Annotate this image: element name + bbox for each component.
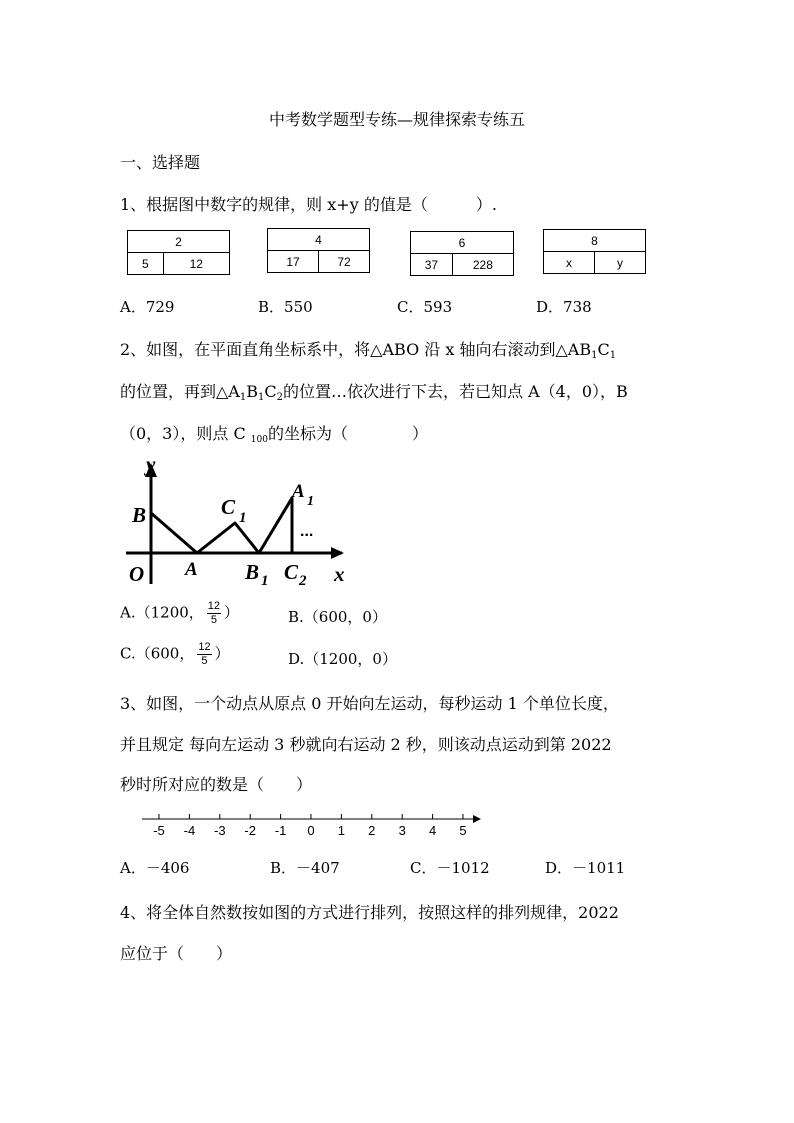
fig-label-c1-sub: 1: [239, 510, 247, 526]
q1-option-b: B．550: [258, 298, 313, 316]
q1-box-2-top: 4: [268, 229, 370, 251]
q1-box-2: [267, 228, 370, 273]
q2-option-a-numerator: 12: [207, 600, 221, 612]
q1-box-4-top: 8: [544, 230, 646, 252]
q2-line2-c: C: [264, 382, 277, 401]
number-line-tick-label: 4: [428, 823, 437, 838]
fig-label-a: A: [185, 559, 198, 580]
q1-box-4-left: x: [544, 252, 595, 274]
q2-option-a-post: ）: [224, 603, 240, 622]
fig-label-b1: B: [245, 560, 260, 584]
q2-option-c-post: ）: [214, 644, 230, 663]
q2-line2-sub1: 1: [239, 392, 247, 403]
fig-label-a1-sub: 1: [307, 494, 314, 509]
number-line-tick-label: 0: [307, 823, 315, 838]
q3-number-line: [140, 808, 485, 840]
q2-option-c-pre: C.（600，: [120, 644, 195, 663]
page-title: 中考数学题型专练—规律探索专练五: [268, 110, 525, 129]
question-2-line-3: [120, 421, 428, 445]
q2-line1-text: 2、如图，在平面直角坐标系中，将△ABO 沿 x 轴向右滚动到△AB: [120, 340, 592, 359]
fig-label-a1: A: [292, 481, 305, 502]
q1-box-3-right: 228: [452, 254, 513, 276]
q1-option-a: A．729: [120, 298, 175, 316]
number-line-ticks: [153, 814, 466, 838]
q2-line1-sub1: 1: [591, 350, 598, 361]
section-heading: 一、选择题: [120, 153, 201, 172]
fig-label-c2: C: [284, 560, 299, 584]
fig-label-y: y: [146, 452, 156, 476]
fig-label-o: O: [129, 562, 145, 586]
number-line-tick-label: -4: [183, 823, 196, 838]
fig-label-b1-sub: 1: [261, 573, 269, 588]
q3-option-d: D．－1011: [545, 859, 626, 877]
q2-line2-sub3: 2: [276, 392, 284, 403]
q2-line2-b: B: [246, 382, 259, 401]
fig-label-c2-sub: 2: [299, 573, 307, 588]
q1-box-2-left: 17: [268, 251, 319, 273]
q2-option-a-denominator: 5: [210, 614, 217, 626]
q1-box-2-right: 72: [319, 251, 370, 273]
q2-line3-text-a: （0，3），则点 C: [120, 424, 251, 443]
question-3-line-3: 秒时所对应的数是（ ）: [120, 775, 313, 794]
q1-box-1: [127, 230, 230, 275]
number-line-tick-label: -5: [153, 823, 165, 838]
x-axis-arrow: [331, 547, 344, 559]
question-3-line-2: 并且规定 每向左运动 3 秒就向右运动 2 秒，则该动点运动到第 2022: [120, 735, 612, 754]
q2-line1-sub2: 1: [609, 350, 617, 361]
q2-option-a-fraction: [207, 600, 221, 627]
number-line-tick-label: 2: [368, 823, 376, 838]
q1-box-4-right: y: [595, 252, 646, 274]
question-1-text: 1、根据图中数字的规律，则 x+y 的值是（ ）.: [120, 195, 497, 214]
q1-box-3: [410, 231, 514, 276]
question-3-line-1: 3、如图，一个动点从原点 0 开始向左运动，每秒运动 1 个单位长度，: [120, 694, 619, 713]
q2-option-b: B.（600，0）: [288, 608, 387, 626]
number-line-tick-label: 3: [398, 823, 406, 838]
q2-option-c-denominator: 5: [201, 655, 208, 667]
question-2-line-1: [120, 337, 616, 361]
q2-line2-text-b: 的位置…依次进行下去，若已知点 A（4，0），B: [283, 382, 628, 401]
q2-option-c: [120, 641, 230, 668]
number-line-arrow: [473, 815, 481, 823]
number-line-tick-label: -2: [244, 823, 256, 838]
q2-option-a-pre: A.（1200，: [120, 603, 204, 622]
q2-line2-text-a: 的位置，再到△A: [120, 382, 240, 401]
q2-line2-sub2: 1: [258, 392, 265, 403]
q1-box-3-left: 37: [411, 254, 453, 276]
q2-line1-c: C: [597, 340, 610, 359]
q2-option-c-numerator: 12: [198, 641, 211, 653]
question-2-line-2: [120, 379, 628, 403]
q3-option-a: A．－406: [120, 859, 190, 877]
number-line-tick-label: 5: [459, 823, 467, 838]
number-line-tick-label: 1: [337, 823, 346, 838]
q2-line3-text-b: 的坐标为（ ）: [267, 424, 428, 443]
fig-continuation-dots: ...: [300, 523, 314, 540]
fig-label-c1: C: [221, 495, 236, 519]
q1-option-c: C．593: [397, 298, 453, 316]
q2-option-c-fraction: [197, 641, 211, 668]
q1-box-1-top: 2: [128, 231, 230, 253]
fig-label-x: x: [334, 562, 345, 586]
q2-line3-sub: 100: [250, 435, 268, 445]
q3-option-b: B．－407: [270, 859, 340, 877]
q2-option-d: D.（1200，0）: [288, 650, 397, 668]
q1-box-1-left: 5: [128, 253, 164, 275]
question-4-line-2: 应位于（ ）: [120, 944, 233, 963]
q3-option-c: C．－1012: [410, 859, 490, 877]
q1-box-4: [543, 229, 646, 274]
number-line-tick-label: -1: [274, 823, 287, 838]
number-line-tick-label: -3: [214, 823, 226, 838]
question-4-line-1: 4、将全体自然数按如图的方式进行排列，按照这样的排列规律，2022: [120, 903, 619, 922]
q1-box-1-right: 12: [163, 253, 229, 275]
q1-box-3-top: 6: [411, 232, 514, 254]
q2-option-a: [120, 600, 239, 627]
fig-label-b: B: [132, 503, 147, 527]
q2-triangle-figure: [122, 450, 354, 588]
q1-option-d: D．738: [536, 298, 592, 316]
